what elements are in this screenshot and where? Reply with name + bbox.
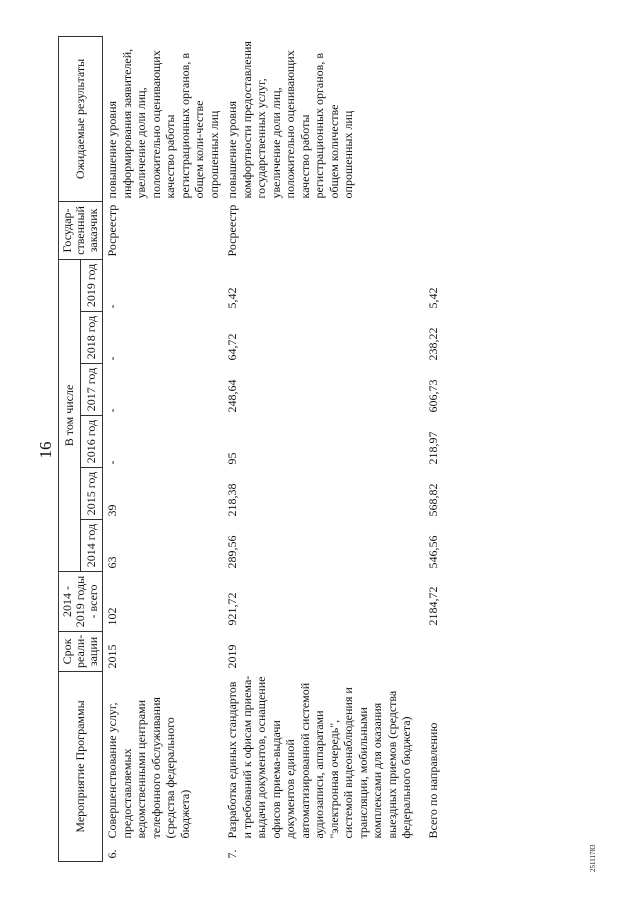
year-2017-cell: - [105, 408, 119, 413]
year-2019-cell: - [105, 304, 119, 309]
year-2016-cell: 95 [225, 452, 239, 465]
year-2014-cell: 63 [105, 556, 119, 569]
total-cell: 921,72 [225, 592, 239, 626]
total-row [416, 36, 443, 861]
table-row [223, 36, 416, 861]
year-2017-cell: 248,64 [225, 379, 239, 413]
total-2019-cell: 5,42 [425, 287, 440, 309]
year-2018-cell: - [105, 356, 119, 361]
term-cell: 2015 [105, 644, 119, 669]
total-term-empty [416, 631, 443, 671]
header-event: Мероприятие Программы [59, 671, 103, 861]
total-results-empty [416, 36, 443, 201]
total-label: Всего по направлению [425, 722, 440, 839]
row-number: 6. [105, 849, 119, 859]
header-2017: 2017 год [81, 363, 103, 415]
program-table-rotated [58, 37, 563, 862]
event-name: Совершенствование услуг, предоставляемых ведомственными центрами телефонного обслуживания (средства федерального бюджета) [105, 697, 192, 839]
results-cell: повышение уровня информирования заявителей, увеличение доли лиц, положительно оценивающих качество работы регистрационных органов, в общем коли-честве опрошенных лиц [105, 48, 221, 199]
term-cell: 2019 [225, 644, 239, 669]
year-2015-cell: 39 [105, 504, 119, 517]
header-total: 2014 - 2019 годы - всего [59, 571, 103, 631]
customer-cell: Росреестр [105, 204, 119, 257]
event-name: Разработка единых стандартов и требований к офисам приема-выдачи документов, оснащение офисов приема-выдачи документов единой автоматизированной системой аудиозаписи, аппаратами "электронная очередь", системой видеонаблюдения и трансляции, мобильными комплексами для оказания выездных приемов (средства федерального бюджета) [225, 675, 413, 839]
page-number: 16 [36, 441, 55, 459]
total-2014-cell: 546,56 [425, 535, 440, 569]
total-customer-empty [416, 201, 443, 259]
header-2019: 2019 год [81, 259, 103, 311]
total-2016-cell: 218,97 [425, 431, 440, 465]
year-2019-cell: 5,42 [225, 287, 239, 309]
total-cell: 102 [105, 607, 119, 626]
total-2015-cell: 568,82 [425, 483, 440, 517]
program-events-table [58, 36, 442, 862]
total-spacer [416, 842, 443, 862]
year-2018-cell: 64,72 [225, 333, 239, 361]
table-row [103, 36, 224, 861]
results-cell: повышение уровня комфортности предоставления государственных услуг, увеличение доли лиц, положительно оценивающих качество работы регистрационных органов, в общем количестве опрошенных лиц [225, 41, 355, 199]
header-including: В том числе [59, 259, 81, 571]
total-2018-cell: 238,22 [425, 327, 440, 361]
year-2015-cell: 218,38 [225, 483, 239, 517]
header-term: Срок реали-зации [59, 631, 103, 671]
header-2015: 2015 год [81, 467, 103, 519]
header-2014: 2014 год [81, 519, 103, 571]
year-2016-cell: - [105, 460, 119, 465]
year-2014-cell: 289,56 [225, 535, 239, 569]
header-2016: 2016 год [81, 415, 103, 467]
row-number: 7. [225, 849, 239, 859]
header-customer: Государ-ственный заказчик [59, 201, 103, 259]
total-sum-cell: 2184,72 [425, 586, 440, 626]
total-2017-cell: 606,73 [425, 379, 440, 413]
header-results: Ожидаемые результаты [59, 36, 103, 201]
header-2018: 2018 год [81, 311, 103, 363]
document-code: 25111783 [589, 844, 597, 872]
customer-cell: Росреестр [225, 204, 239, 257]
